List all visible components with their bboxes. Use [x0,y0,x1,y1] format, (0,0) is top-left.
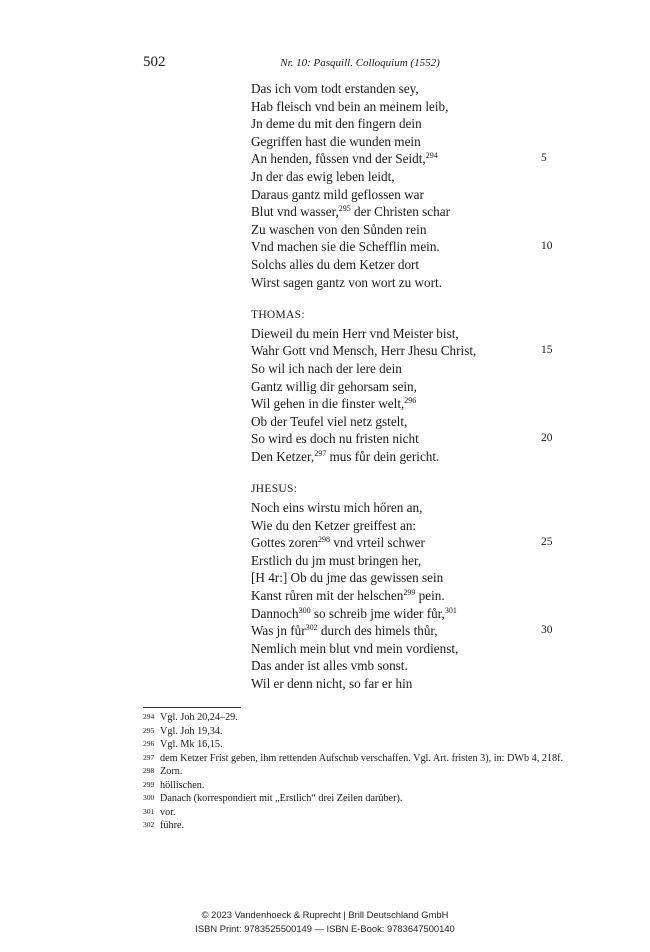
footnote-number: 295 [143,725,155,735]
verse-line [251,430,561,448]
footnote-ref: 302 [305,623,318,633]
speaker-label: JHESUS: [251,483,298,496]
footnote-ref: 299 [403,588,416,598]
verse-line [251,115,561,133]
footer-isbn: ISBN Print: 9783525500149 — ISBN E-Book: 9783647500140 [195,923,455,934]
verse-text: So wil ich nach der lere dein [251,360,402,376]
verse-text: Gantz willig dir gehorsam sein, [251,378,417,394]
footnote-ref: 295 [338,204,351,214]
verse-line [251,150,561,168]
verse-line [251,342,561,360]
page-number: 502 [143,54,166,70]
footnote-text: dem Ketzer Frist geben, ihm rettenden Aufschub verschaffen. Vgl. Art. fristen 3), in: DWb 4, 218f. [160,752,564,764]
line-number: 20 [541,432,553,445]
footnote [143,779,573,793]
verse-text: Erstlich du jm must bringen her, [251,552,422,568]
line-number: 5 [541,152,547,165]
verse-text: Wil er denn nicht, so far er hin [251,676,413,691]
footnote [143,792,573,806]
verse-text: An henden, fůssen vnd der Seidt, [251,151,426,167]
footnote-number: 302 [143,820,155,829]
footnote-ref: 296 [404,396,417,406]
footnote-text: Danach (korrespondiert mit „Erstlich“ drei Zeilen darüber). [160,793,403,804]
verse-line [251,622,561,640]
verse-line [251,605,561,623]
verse-line [251,203,561,221]
footnote-rule [143,707,241,708]
verse-text: mus fůr dein gericht. [326,448,440,464]
verse-text: Solchs alles du dem Ketzer dort [251,256,420,272]
verse-text: Dannoch [251,605,299,621]
verse-text: Hab fleisch vnd bein an meinem leib, [251,98,449,114]
footnote-ref: 301 [444,605,457,615]
footer-copyright: © 2023 Vandenhoeck & Ruprecht | Brill Deutschland GmbH [201,909,449,920]
verse-text: Wirst sagen gantz von wort zu wort. [251,274,443,290]
footnote-number: 296 [143,739,155,748]
verse-text: Kanst růren mit der helschen [251,588,404,604]
footnote-text: Zorn. [160,766,183,777]
verse-line [251,640,561,658]
footnote-number: 294 [143,712,155,721]
line-number: 25 [541,536,553,549]
verse-text: Das ander ist alles vmb sonst. [251,658,408,674]
footnote-number: 298 [143,766,155,775]
footnote [143,738,573,752]
footnote-text: vor. [160,806,176,818]
footnote [143,819,573,833]
verse-text: Gegriffen hast die wunden mein [251,133,421,149]
verse-line [251,274,561,292]
verse-line [251,517,561,535]
line-number: 10 [541,240,553,253]
footnote [143,725,573,739]
verse-line [251,587,561,605]
verse-line [251,80,561,98]
speaker-label: THOMAS: [251,309,305,322]
verse-text: Gottes zoren [251,535,319,551]
footnote [143,806,573,820]
footnote-number: 300 [143,793,155,802]
line-number: 30 [541,624,553,637]
verse-line [251,499,561,517]
footnote [143,752,573,766]
verse-line [251,675,561,693]
verse-line [251,133,561,151]
footnote-number: 297 [143,752,155,762]
verse-text: Wie du den Ketzer greiffest an: [251,517,417,533]
verse-line [251,98,561,116]
verse-text: der Christen schar [350,204,450,220]
verse-line [251,378,561,396]
verse-text: vnd vrteil schwer [330,535,425,551]
verse-text: [H 4r:] Ob du jme das gewissen sein [251,570,444,586]
verse-text: Wil gehen in die finster welt, [251,396,405,412]
verse-text: pein. [415,588,445,604]
verse-text: Zu waschen von den Sůnden rein [251,221,427,237]
verse-text: Was jn fůr [251,623,306,639]
verse-text: Dieweil du mein Herr vnd Meister bist, [251,325,459,341]
verse-line [251,395,561,413]
verse-text: Daraus gantz mild geflossen war [251,186,424,202]
verse-text: Nemlich mein blut vnd mein vordienst, [251,640,459,656]
verse-line [251,657,561,675]
verse-text: So wird es doch nu fristen nicht [251,431,419,447]
verse-line [251,569,561,587]
verse-line [251,360,561,378]
running-title: Nr. 10: Pasquill. Colloquium (1552) [280,57,440,69]
footnote [143,711,573,725]
footnote-text: Vgl. Joh 20,24–29. [160,712,238,723]
verse-text: Ob der Teufel viel netz gstelt, [251,413,408,429]
verse-text: so schreib jme wider fůr, [310,605,445,621]
verse-text: Wahr Gott vnd Mensch, Herr Jhesu Christ, [251,343,477,359]
verse-text: durch des himels thůr, [317,623,438,639]
poem-text [251,80,561,693]
verse-text: Den Ketzer, [251,448,315,464]
verse-text: Vnd machen sie die Schefflin mein. [251,239,440,255]
footnote-ref: 298 [318,535,331,545]
footnote-number: 299 [143,779,155,789]
verse-line [251,534,561,552]
verse-line [251,325,561,343]
verse-text: Das ich vom todt erstanden sey, [251,81,419,96]
verse-text: Blut vnd wasser, [251,204,339,220]
footnote-number: 301 [143,806,155,816]
verse-line [251,256,561,274]
footnotes [143,711,573,833]
verse-line [251,221,561,239]
verse-line [251,413,561,431]
footnote-text: Vgl. Mk 16,15. [160,739,223,750]
footnote-text: führe. [160,820,185,831]
verse-line [251,168,561,186]
line-number: 15 [541,344,553,357]
footnote-ref: 297 [314,448,327,458]
footnote [143,765,573,779]
verse-line [251,238,561,256]
verse-text: Jn der das ewig leben leidt, [251,168,395,184]
footnote-ref: 294 [425,151,438,161]
footnote-text: höllischen. [160,779,205,791]
footnote-text: Vgl. Joh 19,34. [160,725,223,737]
footnote-ref: 300 [298,605,311,615]
verse-line [251,552,561,570]
verse-text: Noch eins wirstu mich hőren an, [251,500,423,516]
verse-text: Jn deme du mit den fingern dein [251,116,422,132]
verse-line [251,186,561,204]
verse-line [251,448,561,466]
